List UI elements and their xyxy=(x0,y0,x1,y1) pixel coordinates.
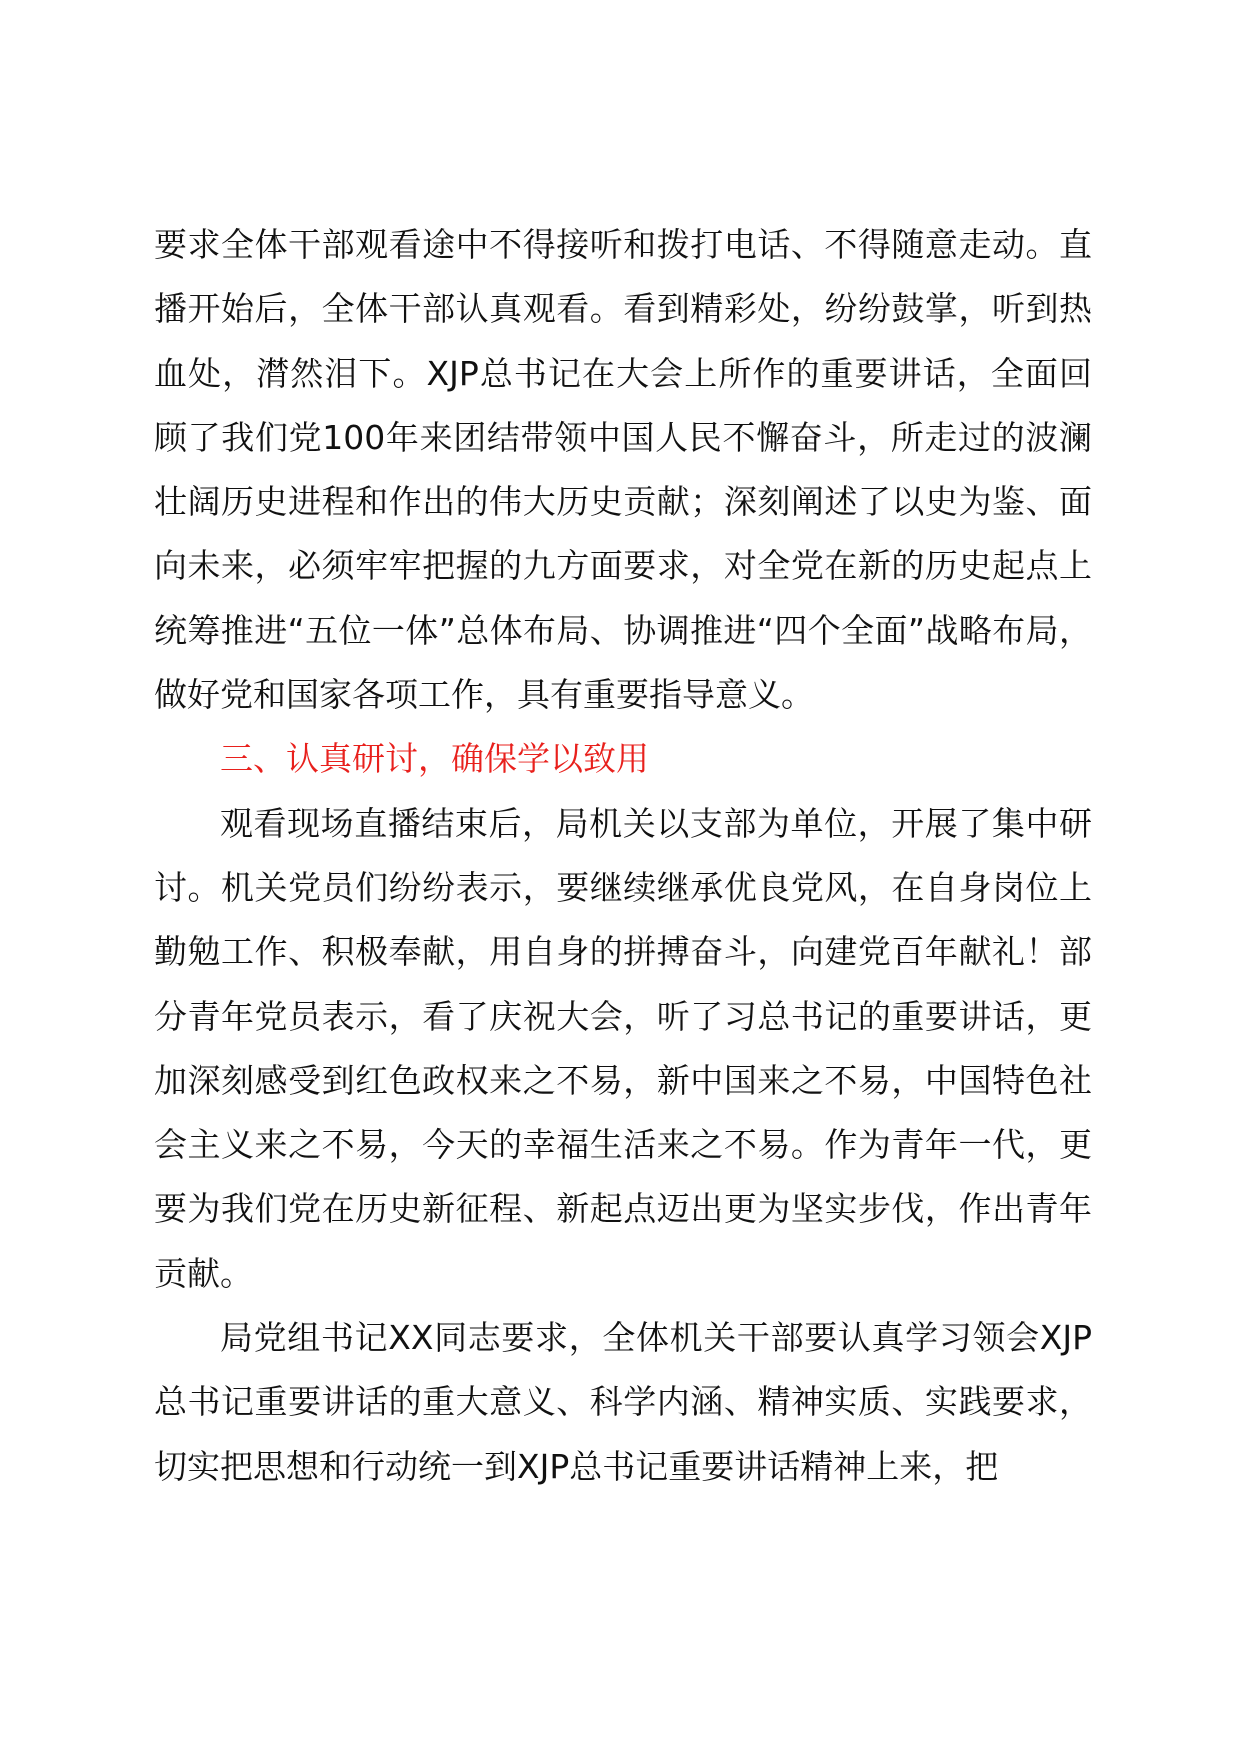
body-paragraph-3: 局党组书记XX同志要求，全体机关干部要认真学习领会XJP总书记重要讲话的重大意义、科学内涵、精神实质、实践要求，切实把思想和行动统一到XJP总书记重要讲话精神上来，把 xyxy=(154,1318,1092,1486)
document-body xyxy=(154,213,1092,1499)
body-paragraph-2: 观看现场直播结束后，局机关以支部为单位，开展了集中研讨。机关党员们纷纷表示，要继续继承优良党风，在自身岗位上勤勉工作、积极奉献，用自身的拼搏奋斗，向建党百年献礼！部分青年党员表示，看了庆祝大会，听了习总书记的重要讲话，更加深刻感受到红色政权来之不易，新中国来之不易，中国特色社会主义来之不易，今天的幸福生活来之不易。作为青年一代，更要为我们党在历史新征程、新起点迈出更为坚实步伐，作出青年贡献。 xyxy=(154,803,1092,1293)
section-heading-3: 三、认真研讨，确保学以致用 xyxy=(220,739,649,779)
body-paragraph-1: 要求全体干部观看途中不得接听和拨打电话、不得随意走动。直播开始后，全体干部认真观看。看到精彩处，纷纷鼓掌，听到热血处，潸然泪下。XJP总书记在大会上所作的重要讲话，全面回顾了我们党100年来团结带领中国人民不懈奋斗，所走过的波澜壮阔历史进程和作出的伟大历史贡献；深刻阐述了以史为鉴、面向未来，必须牢牢把握的九方面要求，对全党在新的历史起点上统筹推进“五位一体”总体布局、协调推进“四个全面”战略布局，做好党和国家各项工作，具有重要指导意义。 xyxy=(154,225,1092,715)
